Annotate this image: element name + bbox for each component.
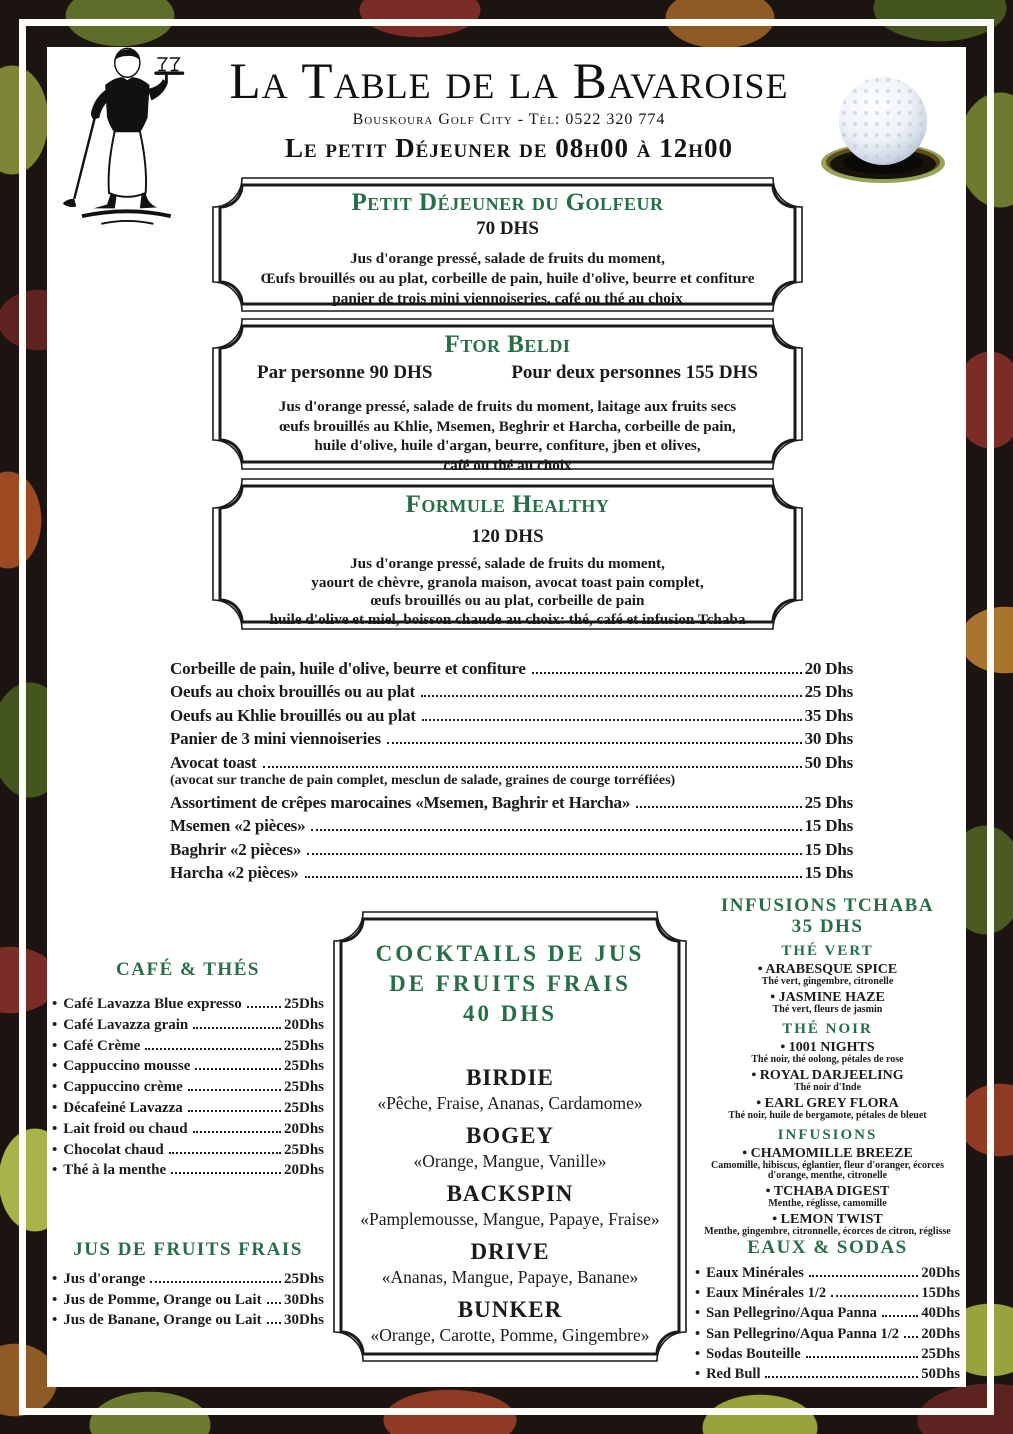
jus-frais-section — [52, 1239, 324, 1331]
menu-item-row — [52, 1160, 324, 1181]
item-label: Sodas Bouteille — [706, 1345, 801, 1362]
item-price: 20Dhs — [921, 1325, 960, 1342]
section-heading: EAUX & SODAS — [747, 1237, 908, 1258]
dotted-leader — [193, 1027, 281, 1029]
menu-item-row — [170, 704, 853, 727]
tea-description: Thé noir, huile de bergamote, pétales de bleuet — [728, 1110, 927, 1121]
item-label: Décafeiné Lavazza — [63, 1099, 183, 1116]
dotted-leader — [636, 806, 801, 808]
menu-item-row — [170, 861, 853, 884]
menu-item-row — [170, 838, 853, 861]
bullet-icon — [695, 1283, 706, 1303]
item-label: Cappuccino mousse — [63, 1058, 191, 1075]
tea-name: • CHAMOMILLE BREEZE — [695, 1146, 960, 1161]
tea-description: Menthe, réglisse, camomille — [768, 1198, 887, 1209]
item-label: Corbeille de pain, huile d'olive, beurre et confiture — [170, 659, 526, 678]
dotted-leader — [809, 1275, 918, 1277]
dotted-leader — [831, 1295, 918, 1297]
tea-description: Camomille, hibiscus, églantier, fleur d'oranger, écorces d'orange, menthe, citronelle — [710, 1160, 945, 1181]
item-label: Café Crème — [63, 1037, 141, 1054]
item-label: Café Lavazza grain — [63, 1016, 189, 1033]
bullet-icon — [52, 1140, 63, 1161]
formule-line: yaourt de chèvre, granola maison, avocat toast pain complet, — [311, 573, 704, 591]
item-label: Oeufs au Khlie brouillés ou au plat — [170, 705, 416, 725]
dotted-leader — [188, 1110, 281, 1112]
bullet-icon — [52, 1036, 63, 1057]
menu-item-row — [52, 1269, 324, 1290]
cocktails-heading — [333, 911, 687, 1029]
section-heading-line: INFUSIONS TCHABA — [720, 895, 935, 916]
dotted-leader — [145, 1048, 281, 1050]
item-price: 20 Dhs — [804, 659, 853, 678]
menu-item-row — [170, 680, 853, 703]
item-label: Panier de 3 mini viennoiseries — [170, 729, 381, 749]
menu-item-row — [170, 727, 853, 750]
cocktail-item — [333, 1065, 687, 1113]
cocktail-name: BOGEY — [465, 1123, 555, 1148]
section-heading-price: 35 DHS — [791, 916, 864, 937]
item-price: 35 Dhs — [804, 705, 853, 725]
dotted-leader — [188, 1089, 281, 1091]
bullet-icon — [52, 1015, 63, 1036]
cocktail-name: BACKSPIN — [446, 1181, 574, 1206]
tea-name: • EARL GREY FLORA — [695, 1096, 960, 1111]
dotted-leader — [150, 1281, 281, 1283]
item-price: 30Dhs — [283, 1312, 324, 1328]
tea-name: • JASMINE HAZE — [695, 990, 960, 1005]
formule-title: Ftor Beldi — [444, 331, 571, 358]
section-heading — [695, 895, 960, 937]
formule-line: œufs brouillés au Khlie, Msemen, Beghrir et Harcha, corbeille de pain, — [279, 417, 736, 435]
bullet-icon — [695, 1263, 706, 1283]
item-label: San Pellegrino/Aqua Panna — [706, 1305, 877, 1322]
cocktails-heading-price: 40 DHS — [462, 1001, 558, 1026]
dotted-leader — [806, 1356, 919, 1358]
bullet-icon — [52, 1056, 63, 1077]
item-price: 25Dhs — [283, 996, 324, 1012]
dotted-leader — [169, 1152, 281, 1154]
cocktail-ingredients: «Pamplemousse, Mangue, Papaye, Fraise» — [360, 1209, 660, 1229]
cocktail-item — [333, 1181, 687, 1229]
bullet-icon — [695, 1324, 706, 1344]
formule-line: Jus d'orange pressé, salade de fruits du moment, — [350, 250, 665, 267]
formule-box-golfeur — [212, 177, 803, 312]
item-label: Cappuccino crème — [63, 1079, 183, 1096]
section-heading: CAFÉ & THÉS — [116, 959, 260, 980]
cocktail-item — [333, 1239, 687, 1287]
item-label: Jus de Pomme, Orange ou Lait — [63, 1291, 262, 1308]
menu-item-row — [52, 1077, 324, 1098]
bullet-icon — [52, 1077, 63, 1098]
formule-price: 70 DHS — [476, 218, 539, 239]
price-for-two: Pour deux personnes 155 DHS — [511, 362, 758, 383]
menu-item-row — [695, 1344, 960, 1364]
formule-box-healthy — [212, 478, 803, 630]
tea-description: Thé vert, fleurs de jasmin — [772, 1004, 883, 1015]
menu-item-row — [52, 1015, 324, 1036]
formule-box-ftor-beldi — [212, 318, 803, 474]
item-price: 15 Dhs — [804, 816, 853, 836]
tea-description: Menthe, gingembre, citronnelle, écorces de citron, réglisse — [704, 1226, 951, 1237]
item-label: Café Lavazza Blue expresso — [63, 996, 242, 1012]
item-label: Msemen «2 pièces» — [170, 816, 306, 836]
bullet-icon — [52, 1098, 63, 1119]
tea-description: Thé noir, thé oolong, pétales de rose — [751, 1054, 904, 1065]
cafe-thes-section — [52, 959, 324, 1181]
item-label: Thé à la menthe — [63, 1162, 167, 1179]
bullet-icon — [695, 1303, 706, 1323]
menu-item-row — [52, 1140, 324, 1161]
menu-sheet — [47, 47, 966, 1387]
breakfast-hours-banner: Le petit Déjeuner de 08h00 à 12h00 — [284, 133, 734, 163]
item-label: Lait froid ou chaud — [63, 1120, 188, 1137]
item-price: 15Dhs — [921, 1285, 960, 1302]
item-label: Eaux Minérales — [706, 1265, 804, 1281]
item-label: Red Bull — [706, 1366, 761, 1383]
menu-item-row — [52, 1036, 324, 1057]
menu-item-row — [170, 791, 853, 814]
cocktails-heading-line: COCKTAILS DE JUS — [375, 941, 645, 966]
a-la-carte-list — [170, 657, 853, 885]
bullet-icon — [52, 1290, 63, 1311]
menu-item-row — [170, 814, 853, 837]
item-label: Eaux Minérales 1/2 — [706, 1285, 827, 1302]
menu-item-row — [170, 751, 853, 774]
dotted-leader — [263, 766, 802, 768]
formule-line: Jus d'orange pressé, salade de fruits du moment, — [350, 555, 665, 572]
restaurant-title: La Table de la Bavaroise — [229, 54, 789, 110]
cocktail-name: BIRDIE — [466, 1065, 554, 1090]
item-note: (avocat sur tranche de pain complet, mesclun de salade, graines de courge torréfiées) — [170, 773, 676, 789]
cocktail-item — [333, 1123, 687, 1171]
menu-item-row — [52, 1098, 324, 1119]
menu-item-row — [695, 1283, 960, 1303]
formule-line: œufs brouillés ou au plat, corbeille de pain — [370, 592, 645, 609]
tea-description: Thé noir d'Inde — [793, 1082, 862, 1093]
item-price: 25Dhs — [283, 1271, 324, 1287]
item-label: Harcha «2 pièces» — [170, 863, 299, 883]
dotted-leader — [307, 853, 801, 855]
item-label: Baghrir «2 pièces» — [170, 839, 302, 859]
item-price: 20Dhs — [283, 1016, 324, 1033]
dotted-leader — [904, 1336, 918, 1338]
bullet-icon — [695, 1344, 706, 1364]
item-label: Avocat toast — [170, 752, 257, 772]
menu-item-row — [695, 1303, 960, 1323]
dotted-leader — [532, 672, 802, 674]
item-label: Jus de Banane, Orange ou Lait — [63, 1312, 262, 1328]
formule-description — [212, 397, 803, 475]
dotted-leader — [267, 1322, 281, 1324]
menu-item-row — [695, 1263, 960, 1283]
bullet-icon — [695, 1364, 706, 1384]
menu-item-row — [52, 1056, 324, 1077]
tea-group-heading: THÉ NOIR — [782, 1021, 873, 1037]
formule-line: huile d'olive, huile d'argan, beurre, confiture, jben et olives, — [314, 437, 701, 454]
dotted-leader — [193, 1131, 281, 1133]
tea-name: • ROYAL DARJEELING — [695, 1068, 960, 1083]
item-price: 50 Dhs — [804, 752, 853, 772]
bullet-icon — [52, 1160, 63, 1181]
cocktail-ingredients: «Orange, Mangue, Vanille» — [413, 1151, 607, 1171]
formule-price-row — [212, 362, 803, 384]
menu-item-row — [52, 1310, 324, 1331]
dotted-leader — [267, 1302, 281, 1304]
item-price: 50Dhs — [921, 1366, 960, 1383]
item-price: 25 Dhs — [804, 793, 853, 813]
tea-name: • 1001 NIGHTS — [695, 1040, 960, 1055]
cocktails-heading-line: DE FRUITS FRAIS — [389, 971, 631, 996]
infusions-tchaba-section — [695, 895, 960, 1237]
item-price: 20Dhs — [921, 1265, 960, 1281]
menu-item-row — [52, 1290, 324, 1311]
item-price: 30 Dhs — [804, 729, 853, 749]
menu-item-row — [695, 1364, 960, 1384]
item-label: San Pellegrino/Aqua Panna 1/2 — [706, 1325, 900, 1342]
dotted-leader — [195, 1068, 281, 1070]
item-price: 25Dhs — [283, 1058, 324, 1075]
cocktail-item — [333, 1297, 687, 1345]
dotted-leader — [311, 829, 801, 831]
tea-name: • ARABESQUE SPICE — [695, 962, 960, 977]
item-price: 15 Dhs — [804, 863, 853, 883]
menu-item-row — [695, 1324, 960, 1344]
dotted-leader — [422, 719, 802, 721]
item-price: 30Dhs — [283, 1291, 324, 1308]
formule-description — [212, 555, 803, 629]
dotted-leader — [247, 1006, 281, 1008]
tea-name: • LEMON TWIST — [695, 1212, 960, 1227]
bullet-icon — [52, 1310, 63, 1331]
tea-name: • TCHABA DIGEST — [695, 1184, 960, 1199]
dotted-leader — [171, 1172, 281, 1174]
dotted-leader — [387, 742, 802, 744]
tea-description: Thé vert, gingembre, citronelle — [761, 976, 894, 987]
cocktail-name: BUNKER — [457, 1297, 563, 1322]
menu-item-row — [52, 1119, 324, 1140]
restaurant-subtitle: Bouskoura Golf City - Tél: 0522 320 774 — [352, 111, 666, 128]
menu-item-row — [52, 994, 324, 1015]
formule-line: Œufs brouillés ou au plat, corbeille de pain, huile d'olive, beurre et confiture — [260, 270, 755, 287]
item-price: 25Dhs — [283, 1141, 324, 1158]
item-price: 25 Dhs — [804, 682, 853, 702]
item-label: Assortiment de crêpes marocaines «Msemen, Baghrir et Harcha» — [170, 793, 631, 813]
item-price: 25Dhs — [283, 1037, 324, 1054]
waiter-golfer-illustration — [55, 43, 190, 233]
price-per-person: Par personne 90 DHS — [257, 362, 433, 383]
formule-line: Jus d'orange pressé, salade de fruits du moment, laitage aux fruits secs — [278, 398, 737, 415]
cocktail-name: DRIVE — [470, 1239, 550, 1264]
menu-item-row — [170, 657, 853, 680]
formule-description — [212, 249, 803, 309]
item-price: 40Dhs — [921, 1305, 960, 1322]
cocktail-ingredients: «Orange, Carotte, Pomme, Gingembre» — [370, 1325, 650, 1345]
dotted-leader — [765, 1376, 918, 1378]
section-heading: JUS DE FRUITS FRAIS — [73, 1239, 303, 1260]
dotted-leader — [882, 1315, 918, 1317]
cocktail-ingredients: «Ananas, Mangue, Papaye, Banane» — [381, 1267, 639, 1287]
item-price: 20Dhs — [283, 1162, 324, 1179]
item-price: 25Dhs — [283, 1079, 324, 1096]
cocktails-box — [333, 911, 687, 1362]
item-price: 15 Dhs — [804, 839, 853, 859]
formule-line: panier de trois mini viennoiseries, café ou thé au choix — [332, 290, 683, 307]
formule-title: Petit Déjeuner du Golfeur — [351, 189, 664, 216]
bullet-icon — [52, 1119, 63, 1140]
item-label: Chocolat chaud — [63, 1141, 164, 1158]
bullet-icon — [52, 1269, 63, 1290]
formule-price: 120 DHS — [471, 526, 544, 547]
formule-line: huile d'olive et miel, boisson chaude au choix: thé, café et infusion Tchaba — [269, 610, 746, 628]
formule-line: café ou thé au choix — [443, 456, 572, 474]
golf-ball-icon — [817, 75, 949, 187]
cocktail-ingredients: «Pêche, Fraise, Ananas, Cardamome» — [377, 1093, 643, 1113]
tea-group-heading: INFUSIONS — [777, 1127, 878, 1143]
item-price: 25Dhs — [921, 1345, 960, 1362]
item-label: Jus d'orange — [63, 1271, 146, 1287]
eaux-sodas-section — [695, 1237, 960, 1384]
formule-title: Formule Healthy — [405, 491, 610, 518]
bullet-icon — [52, 994, 63, 1015]
item-price: 20Dhs — [283, 1120, 324, 1137]
item-price: 25Dhs — [283, 1099, 324, 1116]
dotted-leader — [305, 876, 802, 878]
dotted-leader — [421, 695, 802, 697]
item-label: Oeufs au choix brouillés ou au plat — [170, 682, 415, 702]
tea-group-heading: THÉ VERT — [781, 943, 874, 959]
